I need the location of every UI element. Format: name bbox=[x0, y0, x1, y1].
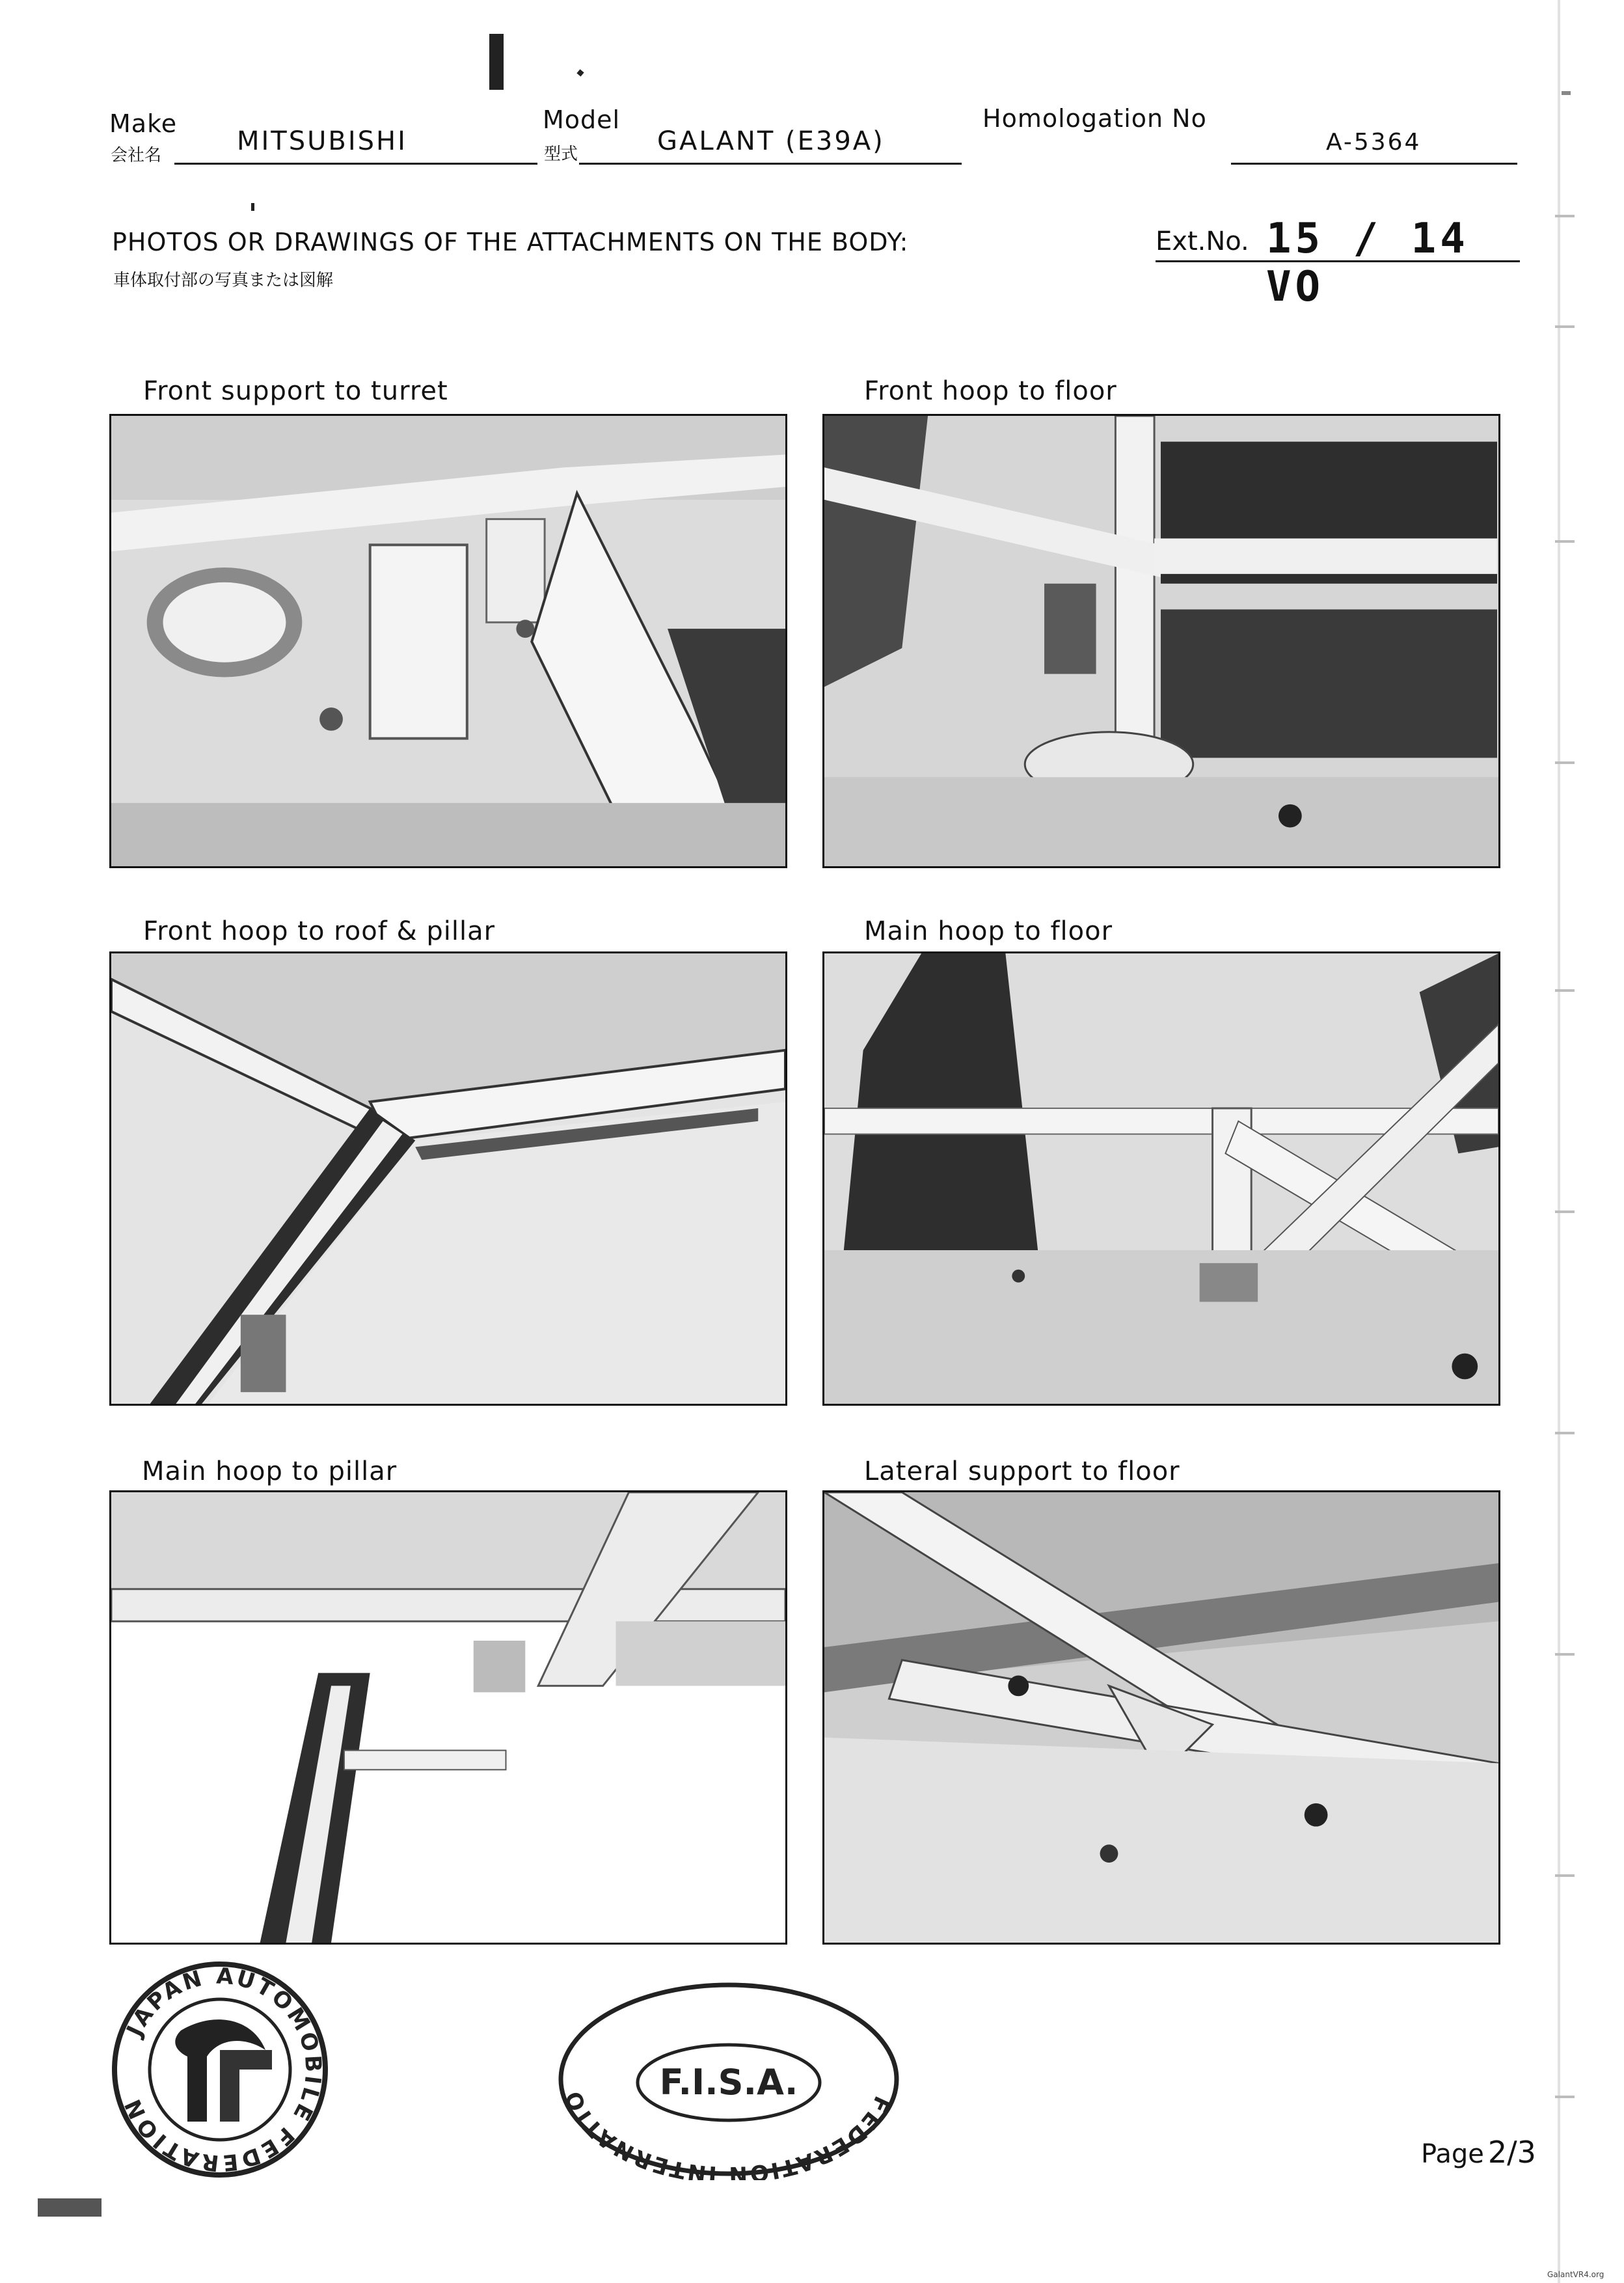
photo-caption: Front hoop to roof & pillar bbox=[143, 916, 496, 946]
photo-main-hoop-to-floor bbox=[822, 951, 1500, 1406]
fisa-stamp-center: F.I.S.A. bbox=[659, 2062, 798, 2103]
scan-edge-mark bbox=[1562, 91, 1571, 95]
ext-no bbox=[1156, 215, 1520, 311]
scan-edge-mark bbox=[1555, 1210, 1575, 1213]
model-label: Model bbox=[543, 105, 621, 134]
section-heading: PHOTOS OR DRAWINGS OF THE ATTACHMENTS ON THE BODY: bbox=[112, 228, 909, 256]
section-heading-jp: 車体取付部の写真または図解 bbox=[113, 271, 334, 290]
ext-value: 15 / 14 VO bbox=[1266, 215, 1469, 311]
scan-mark bbox=[251, 203, 254, 211]
model-label-jp: 型式 bbox=[544, 144, 578, 164]
page-label: Page bbox=[1421, 2139, 1484, 2169]
make-field bbox=[174, 124, 537, 165]
model-field bbox=[579, 124, 962, 165]
homologation-field bbox=[1231, 124, 1517, 165]
photo-caption: Front hoop to floor bbox=[864, 376, 1117, 406]
scan-edge-mark bbox=[1555, 989, 1575, 992]
scan-edge-mark bbox=[1555, 325, 1575, 328]
photo-lateral-support-to-floor bbox=[822, 1490, 1500, 1945]
make-label: Make bbox=[109, 109, 178, 138]
scan-edge-mark bbox=[1558, 0, 1560, 2283]
photo-caption: Main hoop to pillar bbox=[142, 1456, 398, 1486]
photo-front-support-to-turret bbox=[109, 414, 787, 868]
scan-mark bbox=[576, 69, 584, 76]
fisa-stamp bbox=[553, 1978, 904, 2180]
jaf-stamp-text: JAPAN AUTOMOBILE FEDERATION bbox=[118, 1963, 327, 2176]
scan-edge-mark bbox=[1555, 1874, 1575, 1877]
scan-mark bbox=[489, 34, 504, 90]
photo-caption: Lateral support to floor bbox=[864, 1456, 1180, 1486]
photo-caption: Front support to turret bbox=[143, 376, 448, 406]
photo-front-hoop-to-floor bbox=[822, 414, 1500, 868]
scan-edge-mark bbox=[1555, 1653, 1575, 1656]
make-label-jp: 会社名 bbox=[111, 146, 162, 165]
ext-label: Ext.No. bbox=[1156, 226, 1249, 256]
scan-edge-mark bbox=[1555, 540, 1575, 543]
fisa-stamp-text: FEDERATION INTERNATIO bbox=[560, 2086, 895, 2180]
scan-edge-mark bbox=[1555, 2096, 1575, 2098]
photo-main-hoop-to-pillar bbox=[109, 1490, 787, 1945]
homologation-value: A-5364 bbox=[1326, 129, 1422, 156]
make-value: MITSUBISHI bbox=[237, 126, 407, 156]
scan-edge-mark bbox=[1555, 761, 1575, 764]
scan-edge-mark bbox=[1555, 215, 1575, 217]
scan-mark bbox=[38, 2198, 102, 2217]
scan-edge-mark bbox=[1555, 1432, 1575, 1434]
photo-front-hoop-to-roof-and-pillar bbox=[109, 951, 787, 1406]
photo-caption: Main hoop to floor bbox=[864, 916, 1113, 946]
page-value: 2/3 bbox=[1487, 2135, 1536, 2170]
homologation-label: Homologation No bbox=[982, 104, 1207, 133]
watermark: GalantVR4.org bbox=[1547, 2270, 1604, 2279]
page-number bbox=[1421, 2135, 1536, 2170]
jaf-stamp bbox=[109, 1959, 331, 2180]
model-value: GALANT (E39A) bbox=[657, 126, 885, 156]
